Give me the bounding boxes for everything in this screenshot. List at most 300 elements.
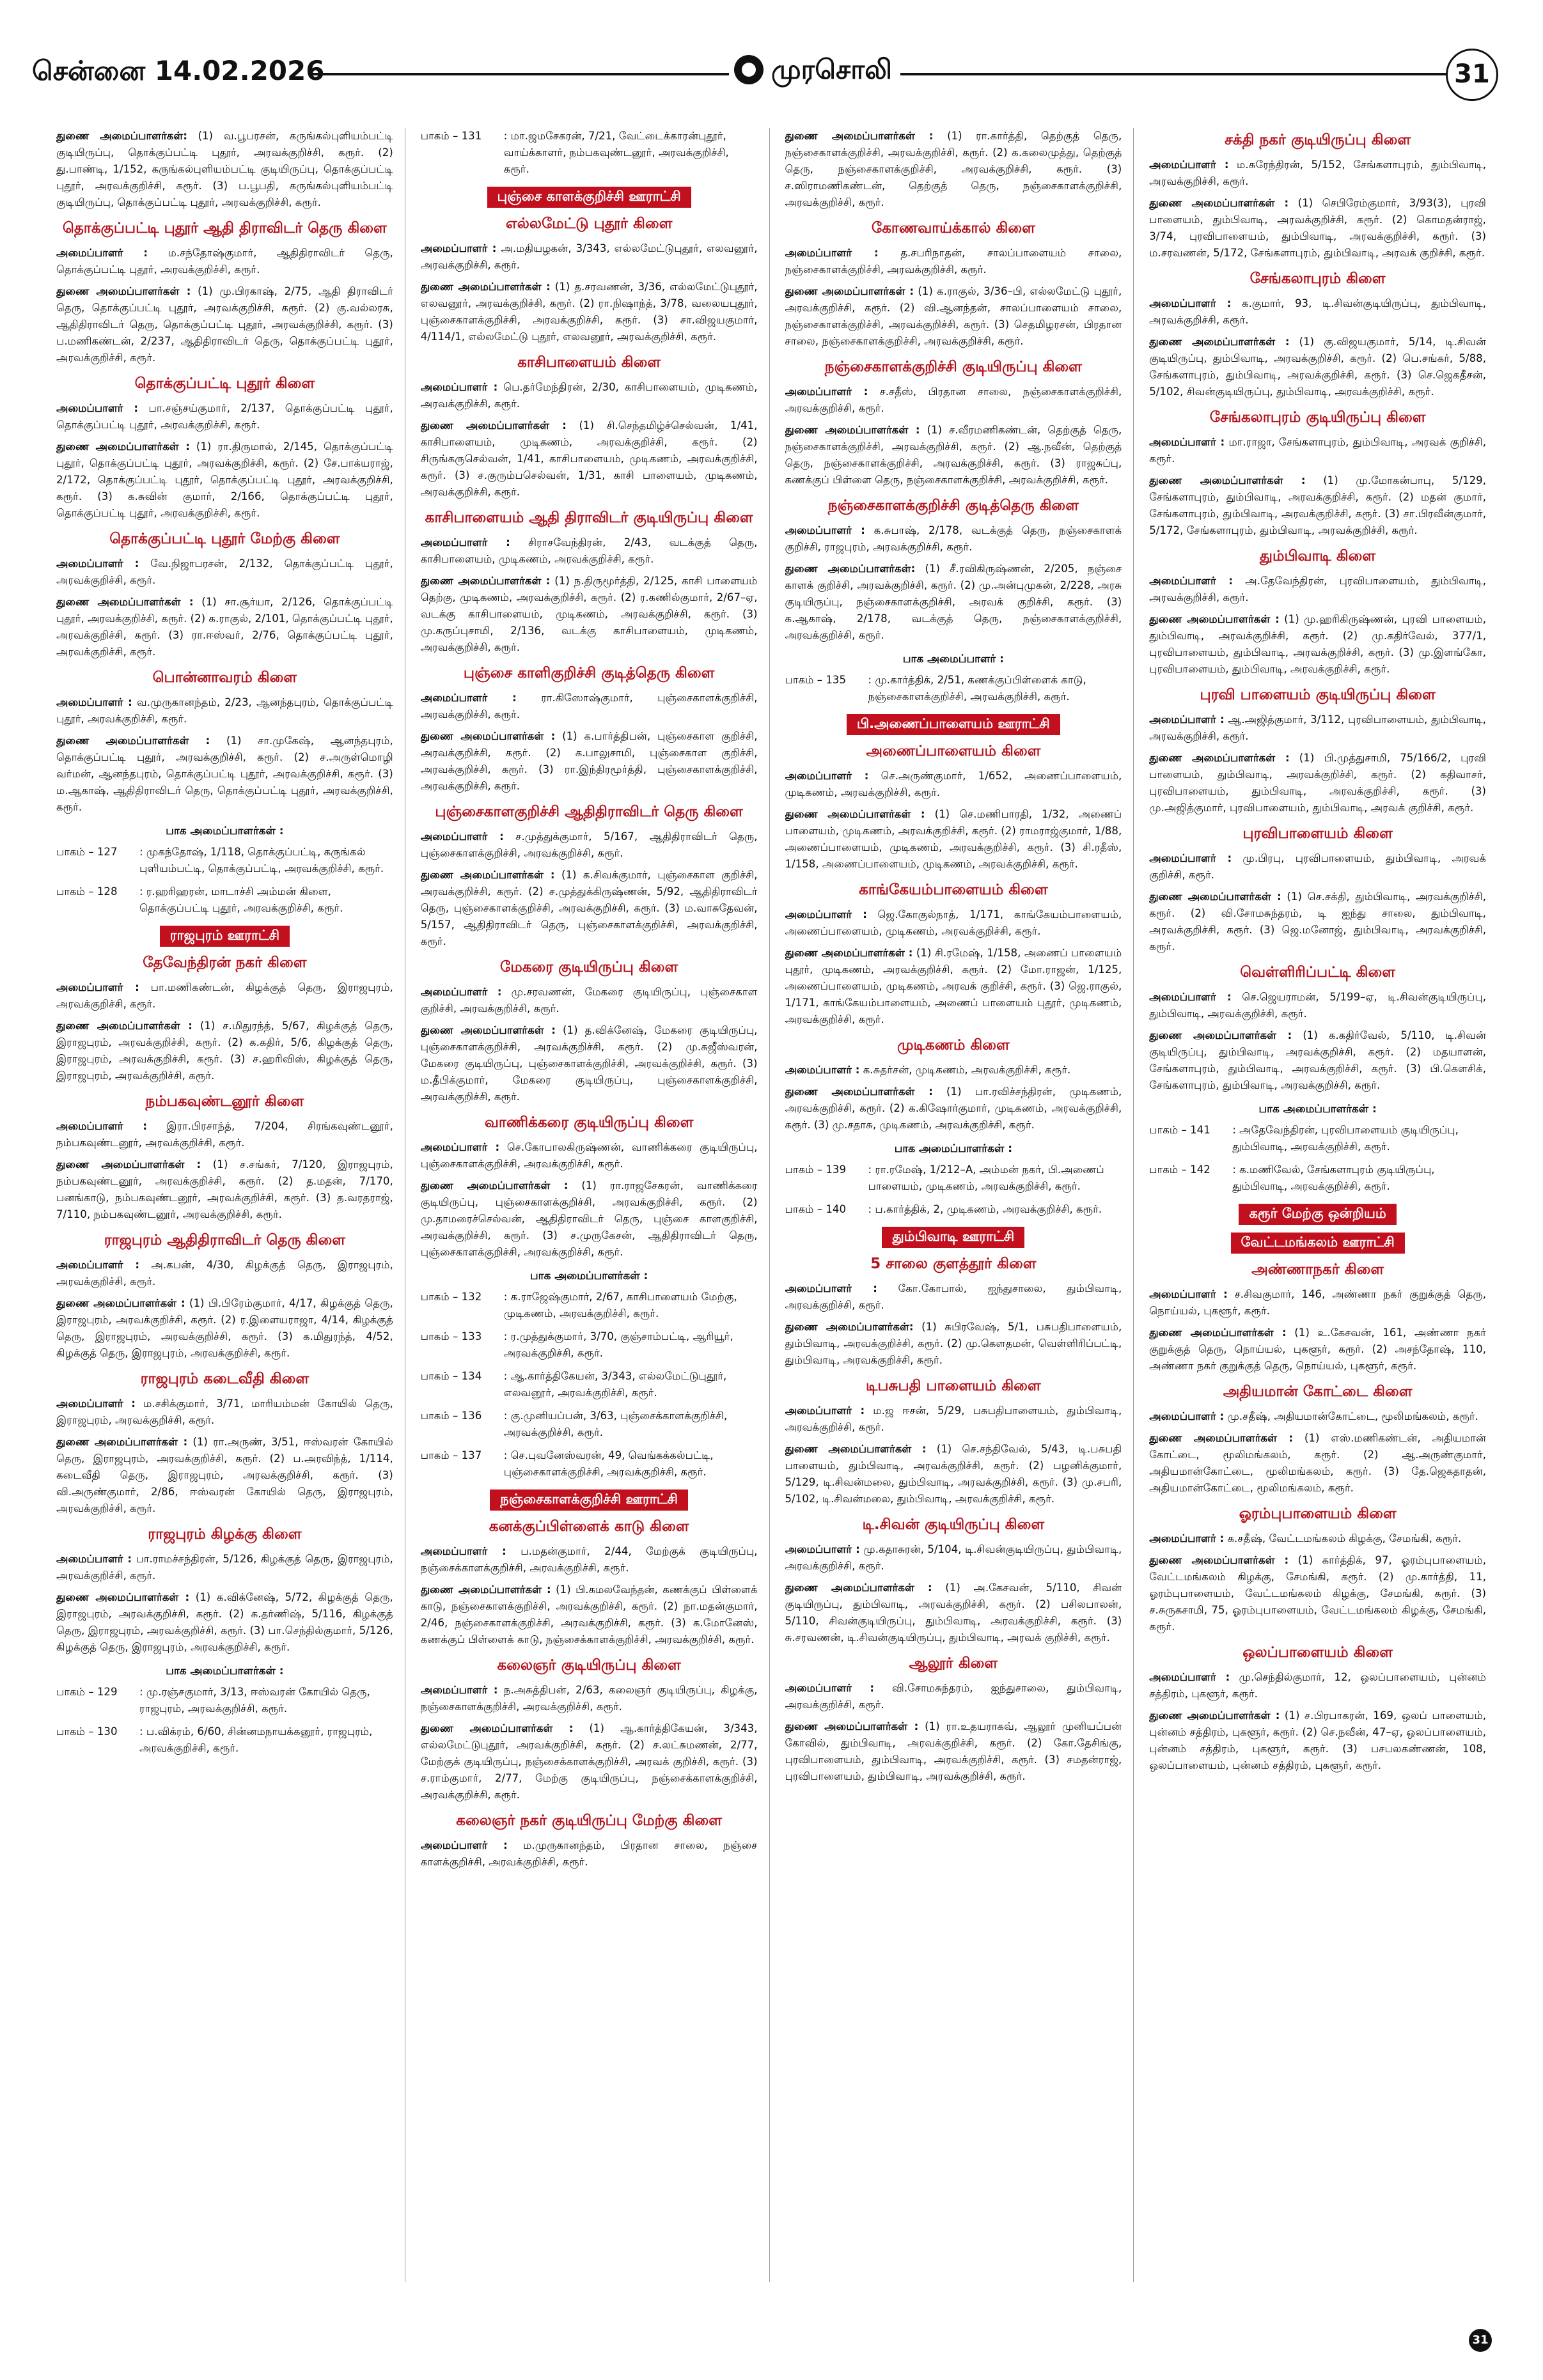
- member-paragraph: [785, 384, 1122, 417]
- branch-block: [785, 1655, 1122, 1785]
- member-paragraph: [1149, 157, 1486, 190]
- branch-block: [56, 669, 393, 816]
- role-label: துணை அமைப்பாளர்கள் :: [56, 285, 191, 297]
- role-label: துணை அமைப்பாளர்கள் :: [1149, 752, 1290, 764]
- branch-block: [421, 354, 758, 501]
- part-number: பாகம் – 137: [420, 1449, 482, 1461]
- part-organiser-details: : மு.கார்த்திக், 2/51, கணக்குப்பிள்ளைக் காடு, நஞ்சைகாளக்குறிச்சி, அரவக்குறிச்சி, கரூர்.: [868, 674, 1086, 703]
- article-columns: [56, 128, 1486, 2282]
- member-details: (1) மு.பிரகாஷ், 2/75, ஆதி திராவிடர் தெரு, தொக்குப்பட்டி புதூர், அரவக்குறிச்சி, கரூர். (2) கு.வல்லரசு, ஆதிதிராவிடர் தெரு, தொக்குப்பட்டி புதூர், அரவக்குறிச்சி, கரூர். (3) ப.மணிகண்டன், 2/237, ஆதிதிராவிடர் தெரு, தொக்குப்பட்டி புதூர், அரவக்குறிச்சி, கரூர்.: [56, 285, 393, 364]
- role-label: துணை அமைப்பாளர்கள் :: [420, 730, 556, 742]
- role-label: அமைப்பாளர் :: [1149, 159, 1229, 171]
- branch-block: [785, 714, 1122, 873]
- member-paragraph: [1149, 750, 1486, 816]
- member-details: (1) ச.மிதுரந்த், 5/67, கிழக்குத் தெரு, இராஜபுரம், அரவக்குறிச்சி, கரூர். (2) க.கதிர், 5/6, கிழக்குத் தெரு, இராஜபுரம், அரவக்குறிச்சி, கரூர். (3) ச.ஹரிவிஸ், கிழக்குத் தெரு, இராஜபுரம், அரவக்குறிச்சி, கரூர்.: [56, 1020, 393, 1082]
- member-paragraph: [421, 690, 758, 723]
- section-banner: புஞ்சை காளக்குறிச்சி ஊராட்சி: [487, 187, 691, 208]
- member-paragraph: [785, 1062, 1122, 1078]
- role-label: அமைப்பாளர் :: [56, 402, 139, 414]
- part-number: பாகம் – 130: [56, 1725, 118, 1738]
- branch-block: [56, 220, 393, 366]
- branch-block: [1149, 825, 1486, 955]
- section-banner: பி.அணைப்பாளையம் ஊராட்சி: [847, 714, 1060, 735]
- role-label: அமைப்பாளர் :: [1149, 852, 1232, 864]
- member-paragraph: [56, 1257, 393, 1290]
- column-1: [56, 128, 405, 2282]
- branch-heading: காசிபாளையம் ஆதி திராவிடர் குடியிருப்பு கிளை: [425, 509, 753, 526]
- section-banner: தும்பிவாடி ஊராட்சி: [882, 1227, 1024, 1248]
- branch-heading: அதியமான் கோட்டை கிளை: [1223, 1383, 1413, 1400]
- member-paragraph: [785, 1680, 1122, 1713]
- part-organiser-row: [785, 1201, 1122, 1218]
- branch-heading: ராஜபுரம் ஆதிதிராவிடர் தெரு கிளை: [104, 1232, 346, 1248]
- role-label: அமைப்பாளர் :: [56, 1259, 140, 1271]
- part-organisers-title: பாக அமைப்பாளர் :: [902, 653, 1004, 665]
- role-label: துணை அமைப்பாளர்கள் :: [420, 419, 567, 432]
- member-paragraph: [56, 1156, 393, 1223]
- member-details: க.சுதர்சன், முடிகணம், அரவக்குறிச்சி, கரூர்.: [859, 1064, 1071, 1076]
- part-organisers-title: பாக அமைப்பாளர்கள் :: [166, 825, 284, 837]
- member-details: வி.சோமசுந்தரம், ஐந்துசாலை, தும்பிவாடி, அரவக்குறிச்சி, கரூர்.: [785, 1682, 1122, 1711]
- member-paragraph: [785, 806, 1122, 873]
- member-paragraph: [785, 1280, 1122, 1314]
- role-label: துணை அமைப்பாளர்கள் :: [56, 1436, 188, 1448]
- branch-heading: டி.சிவன் குடியிருப்பு கிளை: [862, 1516, 1045, 1533]
- branch-block: [56, 1526, 393, 1656]
- member-paragraph: [421, 1139, 758, 1172]
- branch-block: [785, 1037, 1122, 1133]
- branch-block: [421, 1114, 758, 1261]
- column-2: [421, 128, 770, 2282]
- branch-block: [56, 1665, 393, 1757]
- part-organisers-title: பாக அமைப்பாளர்கள் :: [894, 1142, 1013, 1155]
- role-label: அமைப்பாளர் :: [785, 247, 879, 259]
- part-organiser-row: [56, 1684, 393, 1717]
- branch-block: [785, 497, 1122, 644]
- page-number-badge: 31: [1446, 49, 1498, 101]
- section-banner: ராஜபுரம் ஊராட்சி: [160, 926, 290, 947]
- member-paragraph: [421, 867, 758, 950]
- part-number: பாகம் – 127: [56, 846, 118, 858]
- member-paragraph: [785, 128, 1122, 211]
- member-paragraph: [1149, 989, 1486, 1022]
- branch-block: [421, 1489, 758, 1648]
- member-paragraph: [421, 417, 758, 501]
- member-paragraph: [1149, 195, 1486, 261]
- part-organiser-details: : மு.ரஞ்சகுமார், 3/13, ஈஸ்வரன் கோயில் தெரு, ராஜபுரம், அரவக்குறிச்சி, கரூர்.: [139, 1686, 370, 1715]
- role-label: துணை அமைப்பாளர்கள்:: [56, 130, 187, 142]
- member-details: (1) பா.ரவிச்சந்திரன், முடிகணம், அரவக்குறிச்சி, கரூர். (2) க.கிஷோர்குமார், முடிகணம், அரவக்குறிச்சி, கரூர். (3) மு.சதாசு, முடிகணம், அரவக்குறிச்சி, கரூர்.: [785, 1085, 1122, 1131]
- member-details: (1) செபிரேம்குமார், 3/93(3), புரவி பாளையம், தும்பிவாடி, அரவக்குறிச்சி, கரூர். (2) கொமதன்ராஜ், 3/74, புரவிபாளையம், தும்பிவாடி, அரவக்குறிச்சி, கரூர். (3) ம.சரவணன், 5/172, சேங்களாபுரம், தும்பிவாடி, அரவக் குறிச்சி, கரூர்.: [1149, 197, 1486, 259]
- masthead: [734, 51, 894, 92]
- member-paragraph: [785, 522, 1122, 556]
- branch-heading: சக்தி நகர் குடியிருப்பு கிளை: [1225, 132, 1411, 148]
- part-organiser-row: [421, 1289, 758, 1322]
- member-details: (1) ரா.ராஜசேகரன், வாணிக்கரை குடியிருப்பு, புஞ்சைகாளக்குறிச்சி, அரவக்குறிச்சி, கரூர். (2) மு.தாமரைச்செல்வன், ஆதிதிராவிடர் தெரு, புஞ்சை காளகுறிச்சி, அரவக்குறிச்சி, கரூர். (3) ச.முருகேசன், ஆதிதிராவிடர் தெரு, புஞ்சைகாளக்குறிச்சி, அரவக்குறிச்சி, கரூர்.: [420, 1179, 758, 1258]
- member-paragraph: [421, 984, 758, 1017]
- member-details: ந.அசுத்திபன், 2/63, கலைஞர் குடியிருப்பு, கிழக்கு, நஞ்சைகாளக்குறிச்சி, அரவக்குறிச்சி, கரூர்.: [420, 1684, 758, 1713]
- member-details: (1) சா.சூர்யா, 2/126, தொக்குப்பட்டி புதூர், அரவக்குறிச்சி, கரூர். (2) க.ராகுல், 2/101, தொக்குப்பட்டி புதூர், அரவக்குறிச்சி, கரூர். (3) ரா.ஈஸ்வர், 2/76, தொக்குப்பட்டி புதூர், அரவக்குறிச்சி, கரூர்.: [56, 596, 393, 658]
- member-details: (1) ரா.அருண், 3/51, ஈஸ்வரன் கோயில் தெரு, இராஜபுரம், அரவக்குறிச்சி, கரூர். (2) ப.அரவிந்த், 1/114, கடைவீதி தெரு, இராஜபுரம், அரவக்குறிச்சி, கரூர். (3) வி.அருண்குமார், 2/86, ஈஸ்வரன் கோயில் தெரு, இராஜபுரம், அரவக்குறிச்சி, கரூர்.: [56, 1436, 393, 1514]
- member-details: மு.சரவணன், மேகரை குடியிருப்பு, புஞ்சைகாள குறிச்சி, அரவக்குறிச்சி, கரூர்.: [420, 986, 758, 1015]
- role-label: அமைப்பாளர் :: [785, 385, 868, 398]
- member-details: அ.கபன், 4/30, கிழக்குத் தெரு, இராஜபுரம், அரவக்குறிச்சி, கரூர்.: [56, 1259, 393, 1287]
- member-details: (1) க.சிவக்குமார், புஞ்சைகாள குறிச்சி, அரவக்குறிச்சி, கரூர். (2) ச.முத்துக்கிருஷ்ணன், 5/92, ஆதிதிராவிடர் தெரு, புஞ்சைகாளக்குறிச்சி, அரவக்குறிச்சி, கரூர். (3) ம.வாசுதேவன், 5/157, ஆதிதிராவிடர் தெரு, புஞ்சைகாளக்குறிச்சி, அரவக்குறிச்சி, கரூர்.: [420, 869, 758, 947]
- issue-date: சென்னை 14.02.2026: [32, 55, 325, 86]
- role-label: அமைப்பாளர் :: [56, 981, 139, 993]
- member-details: க.குமார், 93, டி.சிவன்குடியிருப்பு, தும்பிவாடி, அரவக்குறிச்சி, கரூர்.: [1149, 297, 1486, 326]
- member-paragraph: [1149, 712, 1486, 745]
- member-paragraph: [1149, 573, 1486, 606]
- member-paragraph: [785, 906, 1122, 940]
- branch-block: [421, 665, 758, 795]
- branch-heading: தொக்குப்பட்டி புதூர் ஆதி திராவிடர் தெரு கிளை: [62, 220, 387, 237]
- part-organiser-details: : ஆ.கார்த்திகேயன், 3/343, எல்லமேட்டுபுதூர், எலவனூர், அரவக்குறிச்சி, கரூர்.: [503, 1370, 727, 1399]
- member-details: (1) அ.கேசவன், 5/110, சிவன் குடியிருப்பு, தும்பிவாடி, அரவக்குறிச்சி, கரூர். (2) பசிலபாலன், 5/110, சிவன்குடியிருப்பு, தும்பிவாடி, அரவக்குறிச்சி, கரூர். (3) சு.சரவணன், டி.சிவன்குடியிருப்பு, தும்பிவாடி, அரவக் குறிச்சி, கரூர்.: [785, 1582, 1122, 1644]
- member-details: (1) சுபிரவேஷ், 5/1, பசுபதிபாளையம், தும்பிவாடி, அரவக்குறிச்சி, கரூர். (2) மு.கௌதமன், வெள்ளிரிப்பட்டி, தும்பிவாடி, அரவக்குறிச்சி, கரூர்.: [785, 1321, 1122, 1366]
- member-details: (1) ச.வீரமணிகண்டன், தெற்குத் தெரு, நஞ்சைகாளக்குறிச்சி, அரவக்குறிச்சி, கரூர். (2) ஆ.நவீன், தெற்குத் தெரு, நஞ்சைகாளக்குறிச்சி, அரவக்குறிச்சி, கரூர். (3) ராஜசுப்பு, கணக்குப் பிள்ளை தெரு, நஞ்சைகாளக்குறிச்சி, அரவக்குறிச்சி, கரூர்.: [785, 424, 1122, 486]
- part-number: பாகம் – 141: [1149, 1124, 1210, 1136]
- role-label: அமைப்பாளர் :: [420, 1141, 500, 1153]
- branch-block: [421, 1657, 758, 1803]
- member-details: பா.மணிகண்டன், கிழக்குத் தெரு, இராஜபுரம், அரவக்குறிச்சி, கரூர்.: [56, 981, 393, 1010]
- role-label: அமைப்பாளர் :: [1149, 1410, 1225, 1422]
- member-paragraph: [1149, 1286, 1486, 1319]
- member-details: (1) க.ராகுல், 3/36–பி, எல்லமேட்டு புதூர், அரவக்குறிச்சி, கரூர். (2) வி.ஆனந்தன், சாலப்பாளையம் சாலை, நஞ்சைகாளக்குறிச்சி, அரவக்குறிச்சி, கரூர். (3) செதமிழரசன், பிரதான சாலை, நஞ்சைகாளக்குறிச்சி, அரவக்குறிச்சி, கரூர்.: [785, 285, 1122, 347]
- member-paragraph: [56, 1551, 393, 1584]
- branch-heading: 5 சாலை குளத்தூர் கிளை: [870, 1256, 1037, 1272]
- branch-heading: சேங்கலாபுரம் குடியிருப்பு கிளை: [1209, 409, 1426, 426]
- member-paragraph: [56, 694, 393, 727]
- role-label: துணை அமைப்பாளர்கள் :: [56, 596, 194, 608]
- branch-block: [1149, 687, 1486, 816]
- role-label: துணை அமைப்பாளர்கள் :: [785, 130, 934, 142]
- branch-heading: அண்ணாநகர் கிளை: [1251, 1261, 1384, 1278]
- branch-heading: ராஜபுரம் கிழக்கு கிளை: [148, 1526, 302, 1543]
- branch-block: [785, 1516, 1122, 1646]
- member-details: (1) மு.ஹரிகிருஷ்ணன், புரவி பாளையம், தும்பிவாடி, அரவக்குறிச்சி, கரூர். (2) மு.கதிர்வேல், 377/1, புரவிபாளையம், தும்பிவாடி, அரவக்குறிச்சி, கரூர். (3) மு.இளங்கோ, புரவிபாளையம், தும்பிவாடி, அரவக்குறிச்சி, கரூர்.: [1149, 613, 1486, 675]
- member-paragraph: [785, 422, 1122, 488]
- branch-heading: காசிபாளையம் கிளை: [517, 354, 661, 371]
- role-label: அமைப்பாளர் :: [56, 1553, 132, 1565]
- branch-block: [1149, 1103, 1486, 1195]
- part-number: பாகம் – 140: [785, 1203, 847, 1215]
- member-paragraph: [421, 379, 758, 412]
- member-paragraph: [1149, 1552, 1486, 1635]
- branch-heading: தொக்குப்பட்டி புதூர் மேற்கு கிளை: [109, 531, 340, 547]
- role-label: அமைப்பாளர் :: [420, 1839, 508, 1851]
- member-details: ம.முருகானந்தம், பிரதான சாலை, நஞ்சை காளக்குறிச்சி, அரவக்குறிச்சி, கரூர்.: [420, 1839, 758, 1868]
- part-organiser-row: [785, 672, 1122, 705]
- member-details: கோ.கோபால், ஐந்துசாலை, தும்பிவாடி, அரவக்குறிச்சி, கரூர்.: [785, 1282, 1122, 1311]
- member-paragraph: [421, 1022, 758, 1105]
- member-details: (1) வ.பூபரசன், கருங்கல்புளியம்பட்டி குடியிருப்பு, தொக்குப்பட்டி புதூர், அரவக்குறிச்சி, கரூர். (2) து.பாண்டி, 1/152, கருங்கல்புளியம்பட்டி குடியிருப்பு, தொக்குப்பட்டி புதூர், அரவக்குறிச்சி, கரூர். (3) ப.பூபதி, கருங்கல்புளியம்பட்டி குடியிருப்பு, தொக்குப்பட்டி புதூர், அரவக்குறிச்சி, கரூர்.: [56, 130, 393, 208]
- member-details: அ.மதியழகன், 3/343, எல்லமேட்டுபுதூர், எலவனூர், அரவக்குறிச்சி, கரூர்.: [420, 242, 758, 271]
- role-label: துணை அமைப்பாளர்கள் :: [420, 281, 551, 293]
- member-paragraph: [785, 245, 1122, 278]
- member-details: (1) த.விக்னேஷ், மேகரை குடியிருப்பு, புஞ்சைகாளக்குறிச்சி, அரவக்குறிச்சி, கரூர். (2) மு.சுஜீஸ்வரன், மேகரை குடியிருப்பு, புஞ்சைகாளக்குறிச்சி, அரவக்குறிச்சி, கரூர். (3) ம.தீபிக்குமார், மேகரை குடியிருப்பு, புஞ்சைகாளக்குறிச்சி, அரவக்குறிச்சி, கரூர்.: [420, 1024, 758, 1103]
- member-details: (1) க.கதிர்வேல், 5/110, டி.சிவன் குடியிருப்பு, தும்பிவாடி, அரவக்குறிச்சி, கரூர். (2) மதயாளன், சேங்களாபுரம், தும்பிவாடி, அரவக்குறிச்சி, கரூர். (3) பி.கௌசிக், சேங்களாபுரம், தும்பிவாடி, அரவக்குறிச்சி, கரூர்.: [1149, 1029, 1486, 1091]
- member-paragraph: [1149, 889, 1486, 955]
- member-details: க.சதீஷ், வேட்டமங்கலம் கிழக்கு, சேமங்கி, கரூர்.: [1224, 1532, 1462, 1544]
- member-details: சிராசவேந்திரன், 2/43, வடக்குத் தெரு, காசிபாளையம், முடிகணம், அரவக்குறிச்சி, கரூர்.: [420, 536, 758, 565]
- part-organiser-details: : க.மணிவேல், சேங்களாபுரம் குடியிருப்பு, தும்பிவாடி, அரவக்குறிச்சி, கரூர்.: [1232, 1163, 1435, 1192]
- role-label: அமைப்பாளர் :: [785, 1682, 875, 1694]
- member-paragraph: [56, 556, 393, 589]
- part-organiser-row: [785, 1162, 1122, 1195]
- role-label: துணை அமைப்பாளர்கள் :: [785, 1720, 919, 1732]
- role-label: அமைப்பாளர் :: [56, 557, 139, 570]
- member-details: ச.சிவகுமார், 146, அண்ணா நகர் குறுக்குத் தெரு, நொய்யல், புகளூர், கரூர்.: [1149, 1288, 1486, 1317]
- member-paragraph: [1149, 1707, 1486, 1774]
- member-details: ச.சதீஸ், பிரதான சாலை, நஞ்சைகாளக்குறிச்சி, அரவக்குறிச்சி, கரூர்.: [785, 385, 1122, 414]
- member-details: ஆ.அஜித்குமார், 3/112, புரவிபாளையம், தும்பிவாடி, அரவக்குறிச்சி, கரூர்.: [1149, 713, 1486, 742]
- member-paragraph: [421, 573, 758, 656]
- member-paragraph: [785, 1718, 1122, 1785]
- member-paragraph: [56, 1396, 393, 1429]
- role-label: அமைப்பாளர் :: [1149, 1671, 1230, 1683]
- member-details: மு.கதாசுரன், 5/104, டி.சிவன்குடியிருப்பு, தும்பிவாடி, அரவக்குறிச்சி, கரூர்.: [785, 1543, 1122, 1572]
- member-paragraph: [421, 1582, 758, 1648]
- member-details: (1) பி.கமலவேந்தன், கணக்குப் பிள்ளைக் காடு, நஞ்சைகாளக்குறிச்சி, அரவக்குறிச்சி, கரூர். (2) நா.மதன்குமார், 2/46, நஞ்சைகாளக்குறிச்சி, அரவக்குறிச்சி, கரூர். (3) க.மோனேஸ், கணக்குப் பிள்ளைக் காடு, நஞ்சைக்காளக்குறிச்சி, அரவக்குறிச்சி, கரூர்.: [420, 1583, 758, 1645]
- part-number: பாகம் – 128: [56, 885, 118, 898]
- role-label: அமைப்பாளர் :: [420, 1684, 498, 1696]
- part-number: பாகம் – 133: [420, 1330, 482, 1342]
- member-details: (1) ஆ.கார்த்திகேயன், 3/343, எல்லமேட்டுபுதூர், அரவக்குறிச்சி, கரூர். (2) ச.லட்சுமணன், 2/77, மேற்குக் குடியிருப்பு, நஞ்சைக்காளக்குறிச்சி, அரவக் குறிச்சி, கரூர். (3) ச.ராம்குமார், 2/77, மேற்கு குடியிருப்பு, நஞ்சைக்காளக்குறிச்சி, அரவக்குறிச்சி, கரூர்.: [420, 1722, 758, 1801]
- part-number: பாகம் – 135: [785, 674, 847, 686]
- member-paragraph: [1149, 472, 1486, 539]
- member-details: ம.சசிக்குமார், 3/71, மாரியம்மன் கோயில் தெரு, இராஜபுரம், அரவக்குறிச்சி, கரூர்.: [56, 1397, 393, 1426]
- role-label: துணை அமைப்பாளர்கள் :: [785, 947, 913, 959]
- member-paragraph: [421, 1543, 758, 1576]
- role-label: அமைப்பாளர் :: [420, 381, 498, 393]
- branch-block: [785, 128, 1122, 211]
- branch-heading: தும்பிவாடி கிளை: [1260, 548, 1376, 564]
- branch-heading: எல்லமேட்டு புதூர் கிளை: [505, 215, 673, 232]
- part-organisers-title: பாக அமைப்பாளர்கள் :: [166, 1665, 284, 1677]
- role-label: துணை அமைப்பாளர்கள் :: [56, 735, 210, 747]
- branch-heading: புரவி பாளையம் குடியிருப்பு கிளை: [1200, 687, 1436, 703]
- branch-block: [1149, 548, 1486, 678]
- member-paragraph: [1149, 295, 1486, 329]
- branch-block: [421, 509, 758, 656]
- branch-block: [785, 653, 1122, 705]
- member-paragraph: [56, 439, 393, 522]
- role-label: துணை அமைப்பாளர்கள் :: [1149, 1554, 1289, 1566]
- member-details: செ.அருண்குமார், 1/652, அணைப்பாளையம், முடிகணம், அரவக்குறிச்சி, கரூர்.: [785, 770, 1122, 798]
- member-paragraph: [421, 1837, 758, 1871]
- role-label: துணை அமைப்பாளர்கள் :: [56, 1158, 201, 1171]
- branch-block: [785, 882, 1122, 1028]
- section-banner: நஞ்சைகாளக்குறிச்சி ஊராட்சி: [490, 1489, 688, 1511]
- branch-heading: ஓரம்புபாளையம் கிளை: [1239, 1505, 1397, 1522]
- member-details: (1) கு.விஜயகுமார், 5/14, டி.சிவன் குடியிருப்பு, தும்பிவாடி, அரவக்குறிச்சி, கரூர். (2) பெ.சங்கர், 5/88, சேங்களாபுரம், தும்பிவாடி, அரவக்குறிச்சி, கரூர். (3) செ.ஜெகதீசன், 5/102, சிவன்குடியிருப்பு, தும்பிவாடி, அரவக்குறிச்சி, கரூர்.: [1149, 336, 1486, 398]
- branch-heading: கனக்குப்பிள்ளைக் காடு கிளை: [489, 1518, 689, 1535]
- member-details: (1) பி.பிரேம்குமார், 4/17, கிழக்குத் தெரு, இராஜபுரம், அரவக்குறிச்சி, கரூர். (2) ர.இளையராஜா, 4/14, கிழக்குத் தெரு, இராஜபுரம், அரவக்குறிச்சி, கரூர். (3) க.மிதுரந்த், 4/52, கிழக்குத் தெரு, இராஜபுரம், அரவக்குறிச்சி, கரூர்.: [56, 1297, 393, 1359]
- role-label: அமைப்பாளர் :: [420, 1545, 506, 1557]
- part-number: பாகம் – 134: [420, 1370, 482, 1382]
- role-label: துணை அமைப்பாளர்கள் :: [56, 440, 190, 453]
- member-details: (1) கார்த்திக், 97, ஓரம்புபாளையம், வேட்டமங்கலம் கிழக்கு, சேமங்கி, கரூர். (2) மு.கார்த்தி, 11, ஓரம்புபாளையம், வேட்டமங்கலம் கிழக்கு, சேமங்கி, கரூர். (3) ச.சுருகசாமி, 75, ஓரம்புபாளையம், வேட்டமங்கலம் கிழக்கு, சேமங்கி, கரூர்.: [1149, 1554, 1486, 1633]
- member-paragraph: [1149, 850, 1486, 883]
- branch-heading: கலைஞர் நகர் குடியிருப்பு மேற்கு கிளை: [456, 1812, 722, 1829]
- member-paragraph: [1149, 434, 1486, 467]
- member-details: பெ.தர்மேந்திரன், 2/30, காசிபாளையம், முடிகணம், அரவக்குறிச்சி, கரூர்.: [420, 381, 758, 410]
- member-details: மா.ராஜா, சேங்களாபுரம், தும்பிவாடி, அரவக் குறிச்சி, கரூர்.: [1149, 436, 1486, 465]
- part-organiser-row: [421, 1328, 758, 1362]
- member-paragraph: [785, 1084, 1122, 1133]
- role-label: அமைப்பாளர் :: [420, 536, 510, 548]
- branch-block: [421, 1270, 758, 1481]
- branch-block: [1149, 270, 1486, 400]
- page-header: [32, 52, 1498, 93]
- member-details: (1) சீ.ரவிகிருஷ்ணன், 2/205, நஞ்சை காளக் குறிச்சி, அரவக்குறிச்சி, கரூர். (2) மு.அன்புமுகன், 2/228, அரசு குடியிருப்பு, நஞ்சைகாளக்குறிச்சி, அரவக் குறிச்சி, கரூர். (3) க.ஆகாஷ், 2/178, வடக்குத் தெரு, நஞ்சைகாளக்குறிச்சி, அரவக்குறிச்சி, கரூர்.: [785, 563, 1122, 641]
- member-details: இரா.பிரசாந்த், 7/204, சிரங்கவுண்டனூர், நம்பகவுண்டனூர், அரவக்குறிச்சி, கரூர்.: [56, 1120, 393, 1149]
- part-organiser-row: [421, 1368, 758, 1401]
- member-details: அ.தேவேந்திரன், புரவிபாளையம், தும்பிவாடி, அரவக்குறிச்சி, கரூர்.: [1149, 575, 1486, 603]
- role-label: துணை அமைப்பாளர்கள் :: [1149, 474, 1306, 486]
- role-label: அமைப்பாளர் :: [1149, 297, 1232, 309]
- member-paragraph: [56, 594, 393, 660]
- branch-heading: காங்கேயம்பாளையம் கிளை: [859, 882, 1048, 898]
- branch-block: [1149, 1383, 1486, 1497]
- branch-heading: கோணவாய்க்கால் கிளை: [871, 220, 1035, 237]
- role-label: அமைப்பாளர் :: [56, 696, 132, 708]
- branch-block: [56, 1371, 393, 1517]
- footer-page-number: 31: [1469, 2329, 1492, 2352]
- branch-heading: வெள்ளிரிப்பட்டி கிளை: [1240, 964, 1396, 981]
- branch-block: [1149, 1505, 1486, 1635]
- role-label: துணை அமைப்பாளர்கள் :: [56, 1020, 192, 1032]
- branch-heading: கலைஞர் குடியிருப்பு கிளை: [497, 1657, 681, 1674]
- section-banner: கரூர் மேற்கு ஒன்றியம்: [1239, 1204, 1396, 1225]
- section-banner: வேட்டமங்கலம் ஊராட்சி: [1231, 1233, 1405, 1254]
- branch-block: [1149, 132, 1486, 261]
- branch-block: [56, 825, 393, 917]
- role-label: துணை அமைப்பாளர்கள் :: [785, 1582, 932, 1594]
- member-details: (1) க.பார்த்திபன், புஞ்சைகாள குறிச்சி, அரவக்குறிச்சி, கரூர். (2) க.பாலுசாமி, புஞ்சைகாள குறிச்சி, அரவக்குறிச்சி, கரூர். (3) ரா.இந்திரமூர்த்தி, புஞ்சைகாளக்குறிச்சி, அரவக்குறிச்சி, கரூர்.: [420, 730, 758, 792]
- role-label: அமைப்பாளர் :: [56, 1397, 136, 1410]
- member-details: (1) க.விக்னேஷ், 5/72, கிழக்குத் தெரு, இராஜபுரம், அரவக்குறிச்சி, கரூர். (2) க.தர்ணிஷ், 5/116, கிழக்குத் தெரு, இராஜபுரம், அரவக்குறிச்சி, கரூர். (3) பா.செந்தில்குமார், 5/126, கிழக்குத் தெரு, இராஜபுரம், அரவக்குறிச்சி, கரூர்.: [56, 1591, 393, 1653]
- role-label: அமைப்பாளர் :: [1149, 436, 1225, 448]
- member-paragraph: [785, 1403, 1122, 1436]
- member-paragraph: [1149, 1325, 1486, 1374]
- member-details: செ.ஜெயராமன், 5/199–ஏ, டி.சிவன்குடியிருப்பு, தும்பிவாடி, அரவக்குறிச்சி, கரூர்.: [1149, 991, 1486, 1020]
- role-label: துணை அமைப்பாளர்கள் :: [785, 1085, 933, 1098]
- member-paragraph: [785, 283, 1122, 350]
- member-details: (1) பி.முத்துசாமி, 75/166/2, புரவி பாளையம், தும்பிவாடி, அரவக்குறிச்சி, கரூர். (2) கதிவாசர், புரவிபாளையம், தும்பிவாடி, அரவக்குறிச்சி, கரூர். (3) மு.அஜித்குமார், புரவிபாளையம், தும்பிவாடி, அரவக் குறிச்சி, கரூர்.: [1149, 752, 1486, 814]
- branch-heading: புரவிபாளையம் கிளை: [1242, 825, 1393, 842]
- branch-block: [421, 959, 758, 1105]
- role-label: அமைப்பாளர் :: [785, 908, 867, 921]
- member-paragraph: [56, 1434, 393, 1517]
- branch-block: [421, 1812, 758, 1871]
- part-organiser-row: [421, 1447, 758, 1481]
- branch-block: [421, 804, 758, 950]
- branch-heading: ஆலூர் கிளை: [909, 1655, 998, 1672]
- branch-heading: புஞ்சைகாளகுறிச்சி ஆதிதிராவிடர் தெரு கிளை: [435, 804, 743, 820]
- member-details: (1) ரா.கார்த்தி, தெற்குத் தெரு, நஞ்சைகாளக்குறிச்சி, அரவக்குறிச்சி, கரூர். (2) க.கலைமுத்து, தெற்குத் தெரு, நஞ்சைகாளக்குறிச்சி, அரவக்குறிச்சி, கரூர். (3) ச.ஸிராமணிகண்டன், தெற்குத் தெரு, நஞ்சைகாளக்குறிச்சி, அரவக்குறிச்சி, கரூர்.: [785, 130, 1122, 208]
- branch-block: [421, 128, 758, 178]
- member-paragraph: [1149, 1430, 1486, 1497]
- branch-block: [421, 187, 758, 345]
- member-details: (1) ரா.உதயராகவ், ஆலூர் முனியப்பன் கோவில், தும்பிவாடி, அரவக்குறிச்சி, கரூர். (2) கோ.தேசிங்கு, புரவிபாளையம், தும்பிவாடி, அரவக்குறிச்சி, கரூர். (3) சமதன்ராஜ், புரவிபாளையம், தும்பிவாடி, அரவக்குறிச்சி, கரூர்.: [785, 1720, 1122, 1782]
- member-details: ச.முத்துக்குமார், 5/167, ஆதிதிராவிடர் தெரு, புஞ்சைகாளக்குறிச்சி, அரவக்குறிச்சி, கரூர்.: [420, 830, 758, 859]
- member-details: (1) ந.திருமூர்த்தி, 2/125, காசி பாளையம் தெற்கு, முடிகணம், அரவக்குறிச்சி, கரூர். (2) ர.கணில்குமார், 2/67–ஏ, வடக்கு காசிபாளையம், முடிகணம், அரவக்குறிச்சி, கரூர். (3) மு.கருப்புசாமி, 2/136, வடக்கு காசிபாளையம், முடிகணம், அரவக்குறிச்சி, கரூர்.: [420, 575, 758, 653]
- member-paragraph: [785, 1441, 1122, 1507]
- branch-heading: ஒலப்பாளையம் கிளை: [1242, 1644, 1393, 1661]
- member-details: (1) எஸ்.மணிகண்டன், அதியமான் கோட்டை, மூலிமங்கலம், கரூர். (2) ஆ.அருண்குமார், அதியமான்கோட்டை, மூலிமங்கலம், கரூர். (3) தே.ஜெகதாதன், அதியமான்கோட்டை, மூலிமங்கலம், கரூர்.: [1149, 1432, 1486, 1494]
- branch-block: [1149, 964, 1486, 1094]
- member-details: (1) த.சரவணன், 3/36, எல்லமேட்டுபுதூர், எலவனூர், அரவக்குறிச்சி, கரூர். (2) ரா.நிஷாந்த், 3/78, வலையபுதூர், புஞ்சைகாளக்குறிச்சி, அரவக்குறிச்சி, கரூர். (3) சா.விஜயகுமார், 4/114/1, எல்லமேட்டு புதூர், எலவனூர், அரவக்குறிச்சி, கரூர்.: [420, 281, 758, 343]
- branch-block: [785, 1227, 1122, 1369]
- role-label: துணை அமைப்பாளர்கள் :: [1149, 613, 1280, 625]
- part-organiser-details: : முகந்தோஷ், 1/118, தொக்குப்பட்டி, கருங்கல் புளியம்பட்டி, தொக்குப்பட்டி, அரவக்குறிச்சி, கரூர்.: [139, 846, 384, 875]
- role-label: அமைப்பாளர் :: [1149, 1288, 1228, 1300]
- part-organiser-details: : மா.ஜமசேகரன், 7/21, வேட்டைக்காரன்புதூர், வாய்க்காளர், நம்பகவுண்டனூர், அரவக்குறிச்சி, கரூர்.: [503, 130, 729, 175]
- role-label: துணை அமைப்பாளர்கள் :: [420, 1024, 556, 1036]
- role-label: அமைப்பாளர் :: [1149, 1532, 1225, 1544]
- member-paragraph: [785, 945, 1122, 1028]
- branch-block: [56, 1093, 393, 1223]
- member-details: ம.ஜ ஈசன், 5/29, பசுபதிபாளையம், தும்பிவாடி, அரவக்குறிச்சி, கரூர்.: [785, 1404, 1122, 1433]
- role-label: துணை அமைப்பாளர்கள் :: [420, 1722, 574, 1734]
- part-organiser-details: : கு.முனியப்பன், 3/63, புஞ்சைக்காளக்குறிச்சி, அரவக்குறிச்சி, கரூர்.: [503, 1410, 728, 1438]
- column-4: [1149, 128, 1486, 2282]
- header-rule-left: [310, 73, 729, 75]
- member-details: (1) ச.சங்கர், 7/120, இராஜபுரம், நம்பகவுண்டனூர், அரவக்குறிச்சி, கரூர். (2) த.மதன், 7/170, பனங்காடு, நம்பகவுண்டனூர், அரவக்குறிச்சி, கரூர். (3) த.வரதராஜ், 7/110, நம்பகவுண்டனூர், அரவக்குறிச்சி, கரூர்.: [56, 1158, 393, 1220]
- member-details: (1) ரா.திருமால், 2/145, தொக்குப்பட்டி புதூர், தொக்குப்பட்டி புதூர், அரவக்குறிச்சி, கரூர். (2) சே.பாக்யராஜ், 2/172, தொக்குப்பட்டி புதூர், தொக்குப்பட்டி புதூர், அரவக்குறிச்சி, கரூர். (3) க.சுவின் குமார், 2/166, தொக்குப்பட்டி புதூர், தொக்குப்பட்டி புதூர், அரவக்குறிச்சி, கரூர்.: [56, 440, 393, 519]
- role-label: துணை அமைப்பாளர்கள் :: [785, 1443, 927, 1455]
- branch-heading: நஞ்சைகாளக்குறிச்சி குடியிருப்பு கிளை: [824, 359, 1082, 375]
- part-organiser-row: [56, 844, 393, 877]
- member-paragraph: [421, 1720, 758, 1803]
- member-details: (1) உ.கேசவன், 161, அண்ணா நகர் குறுக்குத் தெரு, நொய்யல், புகளூர், கரூர். (2) அசந்தோஷ், 110, அண்ணா நகர் குறுக்குத் தெரு, நொய்யல், புகளூர், கரூர்.: [1149, 1326, 1486, 1372]
- member-paragraph: [56, 128, 393, 211]
- member-paragraph: [1149, 1530, 1486, 1547]
- part-organisers-title: பாக அமைப்பாளர்கள் :: [1258, 1103, 1377, 1116]
- branch-heading: ராஜபுரம் கடைவீதி கிளை: [140, 1371, 309, 1387]
- member-details: (1) செ.சந்திவேல், 5/43, டி.பசுபதி பாளையம், தும்பிவாடி, அரவக்குறிச்சி, கரூர். (2) பழனிக்குமார், 5/129, டி.சிவன்மலை, தும்பிவாடி, அரவக்குறிச்சி, கரூர். (3) மு.சபரி, 5/102, டி.சிவன்மலை, தும்பிவாடி, அரவக்குறிச்சி, கரூர்.: [785, 1443, 1122, 1505]
- part-organiser-row: [56, 883, 393, 917]
- member-paragraph: [421, 1682, 758, 1715]
- branch-heading: தேவேந்திரன் நகர் கிளை: [143, 954, 307, 971]
- part-organiser-details: : ர.ஹரிஹரன், மாடாச்சி அம்மன் கிளை, தொக்குப்பட்டி புதூர், அரவக்குறிச்சி, கரூர்.: [139, 885, 343, 914]
- role-label: அமைப்பாளர் :: [420, 986, 502, 998]
- branch-block: [56, 375, 393, 522]
- member-paragraph: [56, 1018, 393, 1084]
- branch-heading: நஞ்சைகாளக்குறிச்சி குடித்தெரு கிளை: [827, 497, 1079, 514]
- member-paragraph: [785, 1541, 1122, 1575]
- branch-heading: முடிகணம் கிளை: [897, 1037, 1010, 1054]
- role-label: அமைப்பாளர் :: [1149, 713, 1225, 726]
- member-paragraph: [56, 1118, 393, 1151]
- part-organiser-row: [421, 1408, 758, 1441]
- role-label: அமைப்பாளர் :: [785, 1064, 860, 1076]
- member-details: ம.சந்தோஷ்குமார், ஆதிதிராவிடர் தெரு, தொக்குப்பட்டி புதூர், அரவக்குறிச்சி, கரூர்.: [56, 247, 393, 276]
- branch-block: [785, 220, 1122, 350]
- member-details: (1) சி.செந்தமிழ்ச்செல்வன், 1/41, காசிபாளையம், முடிகணம், அரவக்குறிச்சி, கரூர். (2) சிருங்கருசெல்வன், 1/41, காசிபாளையம், முடிகணம், அரவக்குறிச்சி, கரூர். (3) ச.குரும்பசெல்வன், 1/31, காசி பாளையம், முடிகணம், அரவக்குறிச்சி, கரூர்.: [420, 419, 758, 498]
- branch-block: [56, 926, 393, 1084]
- member-paragraph: [1149, 1408, 1486, 1425]
- member-details: (1) செ.சக்தி, தும்பிவாடி, அரவக்குறிச்சி, கரூர். (2) வி.சோமசுந்தரம், டி ஐந்து சாலை, தும்பிவாடி, அரவக்குறிச்சி, கரூர். (3) ஜெ.மனோஜ், தும்பிவாடி, அரவக்குறிச்சி, கரூர்.: [1149, 891, 1486, 953]
- role-label: துணை அமைப்பாளர்கள் :: [56, 1297, 185, 1309]
- role-label: துணை அமைப்பாளர்கள் :: [1149, 197, 1289, 209]
- branch-heading: நம்பகவுண்டனூர் கிளை: [145, 1093, 304, 1110]
- role-label: அமைப்பாளர் :: [420, 692, 517, 704]
- member-paragraph: [421, 1178, 758, 1261]
- branch-heading: டிபசுபதி பாளையம் கிளை: [866, 1378, 1041, 1394]
